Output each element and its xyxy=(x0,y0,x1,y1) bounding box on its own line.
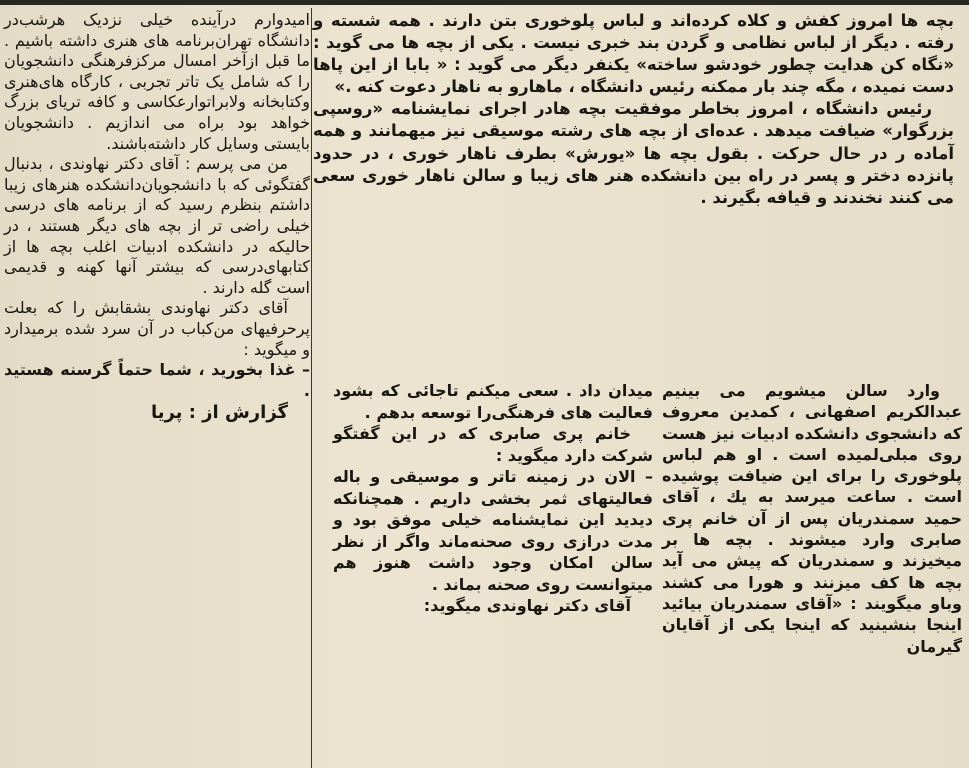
report-credit: گزارش از : پریا xyxy=(150,402,288,424)
middle-paragraph-2: خانم پری صابری که در این گفتگو شرکت دارد میگوید : xyxy=(333,424,653,465)
left-paragraph-1: امیدوارم درآینده خیلی نزدیک هرشب‌در دانشگاه تهران‌برنامه های هنری داشته باشیم . ما قبل ازآخر امسال مرکزفرهنگی دانشجویان را که شامل یک تاتر تجربی ، کارگاه های‌هنری وکتابخانه ولابراتوارعکاسی و کافه تریای بزرگ خواهد بود براه می اندازیم . دانشجویان بایستی وسایل کار داشته‌باشند. xyxy=(4,10,310,153)
top-border xyxy=(0,0,969,5)
main-paragraph-2: رئیس دانشگاه ، امروز بخاطر موفقیت بچه هادر اجرای نمایشنامه «روسپی بزرگوار» ضیافت میدهد . عده‌ای از بچه های رشته موسیقی نیز میهمانند و همه آماده ر در حال حرکت . بقول بچه ها «یورش» بطرف ناهار خوری ، در حدود پانزده دختر و پسر در راه بین دانشکده هنر های زیبا و سالن ناهار خوری سعی می کنند نخندند و قیافه بگیرند . xyxy=(313,99,954,207)
left-paragraph-3: آقای دکتر نهاوندی بشقابش را که بعلت پرحرفیهای من‌کباب در آن سرد شده برمیدارد و میگوید : xyxy=(4,298,310,359)
column-divider-left xyxy=(311,8,312,768)
main-paragraph-1: بچه ها امروز کفش و کلاه کرده‌اند و لباس پلوخوری بتن دارند . همه شسته و رفته . دیگر از لباس نظامی و گردن بند خبری نیست . یکی از بچه ها می گوید : «نگاه کن هدایت چطور خودشو ساخته» یکنفر دیگر می گوید : « بابا از این پاها دست نمیده ، مگه چند بار ممکنه رئیس دانشگاه ، ماهارو به ناهار دعوت کنه .» xyxy=(313,11,954,97)
left-quote: – غذا بخورید ، شما حتماً گرسنه هستید . xyxy=(4,360,310,400)
middle-paragraph-1: میدان داد . سعی میکنم تاجائی که بشود فعالیت های فرهنگی‌را توسعه بدهم . xyxy=(333,381,653,422)
middle-paragraph-4: آقای دکتر نهاوندی میگوید: xyxy=(423,596,631,615)
left-article-column xyxy=(4,10,310,425)
lower-right-paragraph: وارد سالن میشویم می بینیم عبدالکریم اصفهانی ، کمدین معروف که دانشجوی دانشکده ادبیات نیز هست روی مبلی‌لمیده است . او هم لباس پلوخوری را برای این ضیافت پوشیده است . ساعت میرسد به یك ، آقای حمید سمندریان پس از آن خانم پری صابری وارد میشوند . بچه ها بر میخیزند و سمندریان که پیش می آید بچه ها کف میزنند و هورا می کشند وباو میگویند : «آقای سمندریان بیائید اینجا بنشینید که اینجا یکی از آقایان گیرمان xyxy=(662,381,962,656)
middle-paragraph-3: – الان در زمینه تاتر و موسیقی و باله فعالیتهای ثمر بخشی داریم . همچنانکه دیدید این نمایشنامه خیلی موفق بود و مدت درازی روی صحنه‌ماند واگر از نظر سالن امکان وجود داشت هنوز هم میتوانست روی صحنه بماند . xyxy=(333,467,653,594)
main-article-column xyxy=(313,10,954,209)
lower-middle-column xyxy=(333,380,653,617)
left-paragraph-2: من می پرسم : آقای دکتر نهاوندی ، بدنبال گفتگوئی که با دانشجویان‌دانشکده هنرهای زیبا داشتم بنظرم رسید که از برنامه های درسی خیلی راضی تر از بچه های دیگر هستند ، در حالیکه در دانشکده ادبیات اغلب بچه ها از کتابهای‌درسی که بیشتر آنها کهنه و قدیمی است گله دارند . xyxy=(4,154,310,297)
lower-right-column xyxy=(662,380,962,657)
